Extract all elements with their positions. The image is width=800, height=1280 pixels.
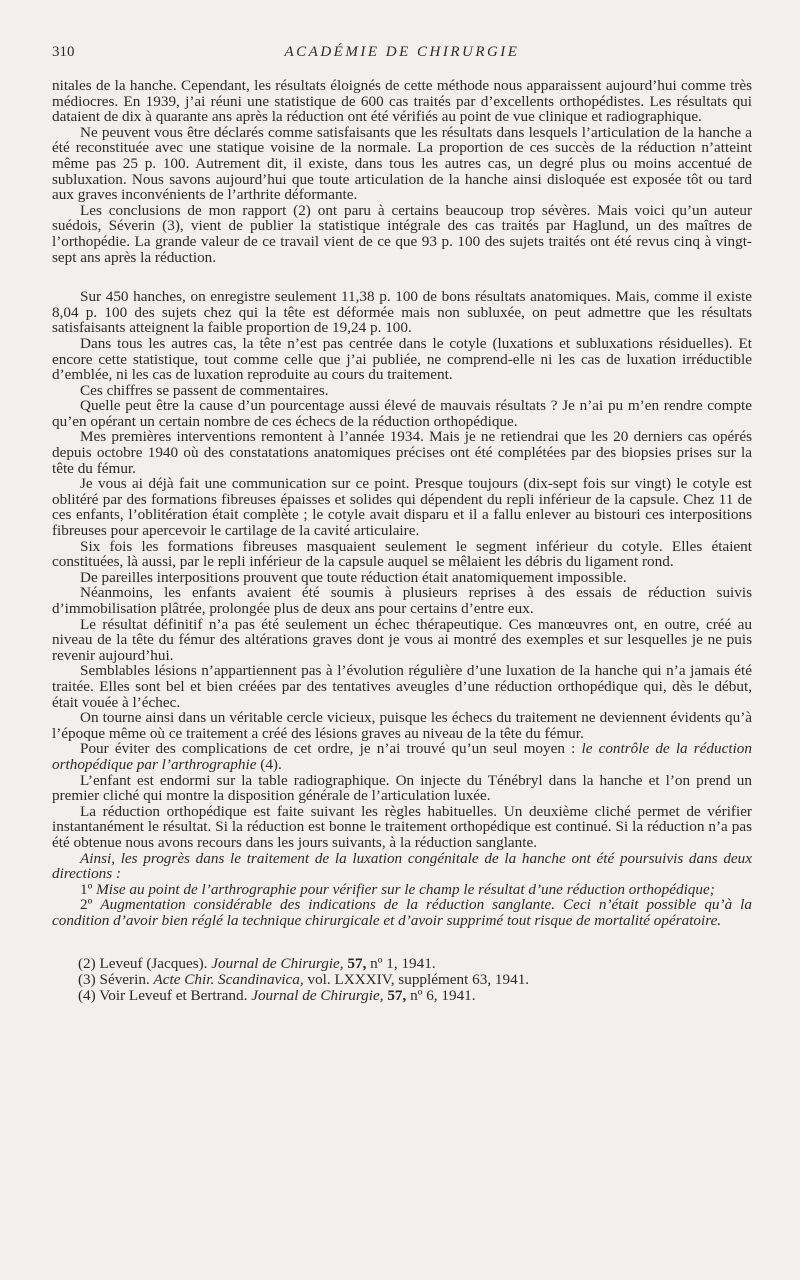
paragraph: Ne peuvent vous être déclarés comme satisfaisants que les résultats dans lesquels l’articulation de la hanche a été reconstituée avec une statique voisine de la normale. La proportion de ces succès de la réduction n’atteint même pas 25 p. 100. Autrement dit, il existe, dans tous les autres cas, un degré plus ou moins accentué de subluxation. Nous savons aujourd’hui que toute articulation de la hanche ainsi disloquée est exposée tôt ou tard aux graves inconvénients de l’arthrite déformante. <box>52 123 752 204</box>
paragraph <box>52 851 752 882</box>
page-number: 310 <box>52 44 75 60</box>
footnote-mark: (2) <box>78 955 100 973</box>
paragraph: On tourne ainsi dans un véritable cercle vicieux, puisque les échecs du traitement ne deviennent évidents qu’à l’époque même où ce traitement a créé des lésions graves au niveau de la tête du fémur. <box>52 709 752 742</box>
emphasis-text: Mise au point de l’arthrographie pour vérifier sur le champ le résultat d’une réduction orthopédique; <box>96 880 715 898</box>
paragraph <box>52 741 752 772</box>
footnote-mark: (3) <box>78 971 100 989</box>
emphasis-text: Ainsi, les progrès dans le traitement de la luxation congénitale de la hanche ont été poursuivis dans deux directions : <box>52 849 752 883</box>
paragraph-text: Pour éviter des complications de cet ordre, je n’ai trouvé qu’un seul moyen : <box>80 740 582 758</box>
footnote-journal: Journal de Chirurgie, <box>251 987 384 1005</box>
paragraph: nitales de la hanche. Cependant, les résultats éloignés de cette méthode nous apparaissent aujourd’hui comme très médiocres. En 1939, j’ai réuni une statistique de 600 cas traités par d’excellents orthopédistes. Les résultats qui dataient de dix à quarante ans après la réduction ont été vérifiés au point de vue clinique et radiographique. <box>52 77 752 126</box>
footnote <box>78 956 752 972</box>
list-number: 2º <box>80 896 101 914</box>
running-title: ACADÉMIE DE CHIRURGIE <box>284 44 520 60</box>
section-gap <box>52 265 752 289</box>
paragraph: Je vous ai déjà fait une communication sur ce point. Presque toujours (dix-sept fois sur vingt) le cotyle est oblitéré par des formations fibreuses épaisses et solides qui dépendent du repli inférieur de la capsule. Chez 11 de ces enfants, l’oblitération était complète ; le cotyle avait disparu et il a fallu enlever au bistouri ces interpositions fibreuses pour apercevoir le cartilage de la cavité articulaire. <box>52 475 752 540</box>
paragraph: Dans tous les autres cas, la tête n’est pas centrée dans le cotyle (luxations et subluxations résiduelles). Et encore cette statistique, tout comme celle que j’ai publiée, ne comprend-elle ni les cas de luxation irréductible d’emblée, ni les cas de luxation reproduite au cours du traitement. <box>52 334 752 384</box>
paragraph: Mes premières interventions remontent à l’année 1934. Mais je ne retiendrai que les 20 derniers cas opérés depuis octobre 1940 où des constatations anatomiques précises ont été complétées par des biopsies prises sur la tête du fémur. <box>52 428 752 477</box>
paragraph: De pareilles interpositions prouvent que toute réduction était anatomiquement impossible. <box>80 568 627 586</box>
footnote <box>78 972 752 988</box>
paragraph: La réduction orthopédique est faite suivant les règles habituelles. Un deuxième cliché permet de vérifier instantanément le résultat. Si la réduction est bonne le traitement orthopédique est continué. Si la réduction n’a pas été obtenue nous avons recours dans les jours suivants, à la réduction sanglante. <box>52 802 752 851</box>
paragraph: Néanmoins, les enfants avaient été soumis à plusieurs reprises à des essais de réduction suivis d’immobilisation plâtrée, prolongée plus de deux ans pour certains d’entre eux. <box>52 584 752 617</box>
list-item <box>52 882 752 898</box>
footnote-volume: 57, <box>343 955 367 973</box>
footnote-author: Séverin. <box>99 971 154 989</box>
footnote-details: nº 1, 1941. <box>366 955 436 973</box>
paragraph: Quelle peut être la cause d’un pourcentage aussi élevé de mauvais résultats ? Je n’ai pu m’en rendre compte qu’en opérant un certain nombre de ces échecs de la réduction orthopédique. <box>52 397 752 430</box>
list-item <box>52 897 752 928</box>
footnote-volume: 57, <box>383 987 407 1005</box>
page-header <box>52 44 752 66</box>
paragraph: L’enfant est endormi sur la table radiographique. On injecte du Ténébryl dans la hanche et l’on prend un premier cliché qui montre la disposition générale de l’articulation luxée. <box>52 771 752 805</box>
emphasis-text: Augmentation considérable des indications de la réduction sanglante. Ceci n’était possible qu’à la condition d’avoir bien réglé la technique chirurgicale et d’avoir supprimé tout risque de mortalité opératoire. <box>52 896 752 929</box>
paragraph: Semblables lésions n’appartiennent pas à l’évolution régulière d’une luxation de la hanche qui n’a jamais été traitée. Elles sont bel et bien créées par des tentatives aveugles d’une réduction orthopédique qui, dès le début, était vouée à l’échec. <box>52 662 752 711</box>
footnote-author: Leveuf (Jacques). <box>99 955 212 973</box>
footnote-details: nº 6, 1941. <box>406 987 476 1005</box>
footnote <box>78 988 752 1004</box>
paragraph: Six fois les formations fibreuses masquaient seulement le segment inférieur du cotyle. Elles étaient constituées, là aussi, par le repli inférieur de la capsule auquel se mêlaient les débris du ligament rond. <box>52 537 752 571</box>
footnote-journal: Acte Chir. Scandinavica, <box>153 971 304 989</box>
paragraph: Ces chiffres se passent de commentaires. <box>80 381 329 399</box>
footnote-author: Voir Leveuf et Bertrand. <box>99 987 252 1005</box>
footnote-details: vol. LXXXIV, supplément 63, 1941. <box>303 971 530 989</box>
emphasis-text: le contrôle de la réduction orthopédique par l’arthrographie <box>52 740 752 773</box>
footnote-reference: (4). <box>256 755 282 773</box>
paragraph: Le résultat définitif n’a pas été seulement un échec thérapeutique. Ces manœuvres ont, en outre, créé au niveau de la tête du fémur des altérations graves dont je vous ai montré des exemples et sur lesquelles je ne puis revenir aujourd’hui. <box>52 615 752 664</box>
document-page <box>52 44 752 1004</box>
body-text <box>52 78 752 928</box>
footnotes <box>52 956 752 1003</box>
footnote-journal: Journal de Chirurgie, <box>211 955 344 973</box>
paragraph: Les conclusions de mon rapport (2) ont paru à certains beaucoup trop sévères. Mais voici qu’un auteur suédois, Séverin (3), vient de publier la statistique intégrale des cas traités par Haglund, un des maîtres de l’orthopédie. La grande valeur de ce travail vient de ce que 93 p. 100 des sujets traités ont été revus cinq à vingt-sept ans après la réduction. <box>52 201 752 266</box>
paragraph: Sur 450 hanches, on enregistre seulement 11,38 p. 100 de bons résultats anatomiques. Mais, comme il existe 8,04 p. 100 des sujets chez qui la tête est déformée mais non subluxée, on peut admettre que les résultats satisfaisants atteignent la faible proportion de 19,24 p. 100. <box>52 288 752 337</box>
list-number: 1º <box>80 880 97 898</box>
footnote-mark: (4) <box>78 987 100 1005</box>
